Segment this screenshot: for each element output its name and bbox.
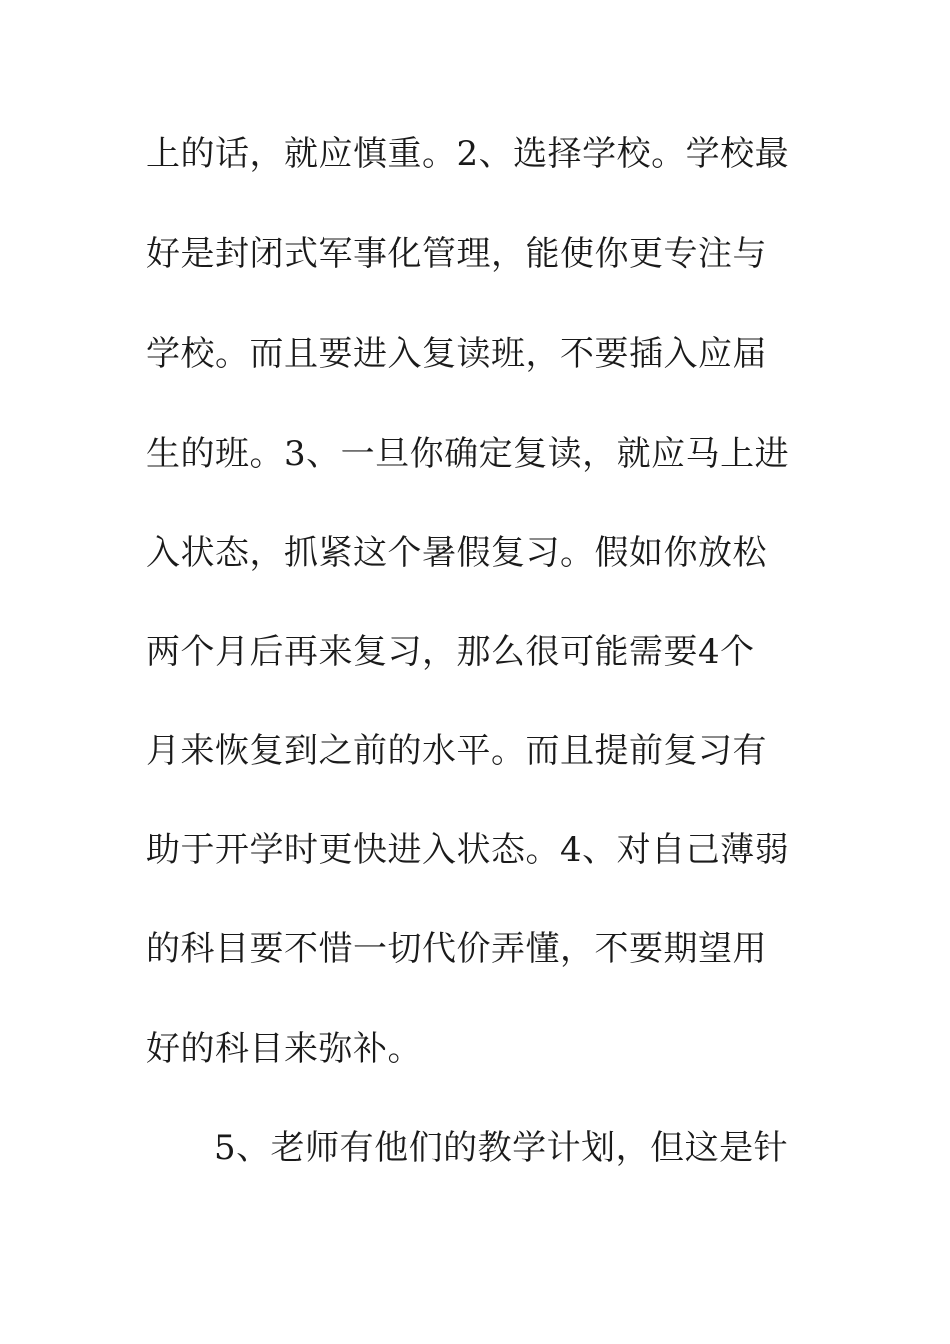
text-line: 上的话，就应慎重。2、选择学校。学校最 [146,134,790,174]
text-line: 的科目要不惜一切代价弄懂，不要期望用 [146,929,767,969]
text-line: 好的科目来弥补。 [146,1029,422,1069]
text-line: 助于开学时更快进入状态。4、对自己薄弱 [146,830,790,870]
text-line: 两个月后再来复习，那么很可能需要4个 [146,632,755,672]
text-line: 好是封闭式军事化管理，能使你更专注与 [146,234,767,274]
text-line: 生的班。3、一旦你确定复读，就应马上进 [146,434,790,474]
text-line: 月来恢复到之前的水平。而且提前复习有 [146,731,767,771]
text-line: 入状态，抓紧这个暑假复习。假如你放松 [146,533,767,573]
text-line: 学校。而且要进入复读班，不要插入应届 [146,334,767,374]
paragraph-first-line: 5、老师有他们的教学计划，但这是针 [214,1128,789,1168]
